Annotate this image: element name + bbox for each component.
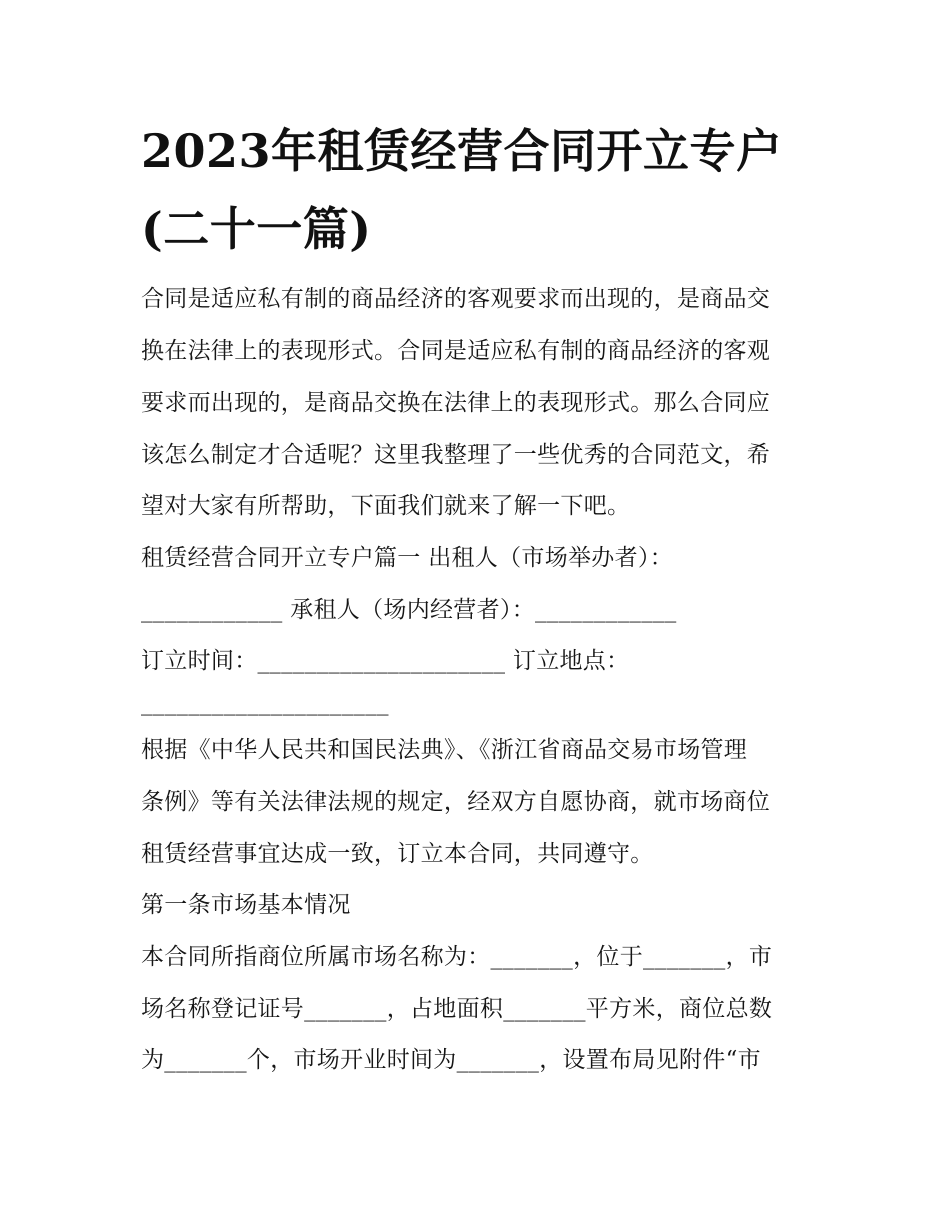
basis-line-3: 租赁经营事宜达成一致，订立本合同，共同遵守。 [141,841,654,867]
article-one-line-2: 场名称登记证号_______，占地面积_______平方米，商位总数 [141,996,773,1022]
signing-time-place-line: 订立时间：_____________________ 订立地点： [141,648,630,674]
title-line-2: (二十一篇) [141,202,372,256]
intro-line-1: 合同是适应私有制的商品经济的客观要求而出现的，是商品交 [141,286,771,312]
article-one-heading: 第一条市场基本情况 [141,892,351,918]
intro-line-4: 该怎么制定才合适呢？这里我整理了一些优秀的合同范文，希 [141,442,771,468]
document-body [141,0,821,1229]
article-one-line-1: 本合同所指商位所属市场名称为：_______，位于_______，市 [141,944,773,970]
lessee-line: ____________ 承租人（场内经营者）：____________ [141,597,677,623]
signing-place-blank-line: _____________________ [141,690,389,716]
basis-line-2: 条例》等有关法律法规的规定，经双方自愿协商，就市场商位 [141,789,771,815]
intro-line-3: 要求而出现的，是商品交换在法律上的表现形式。那么合同应 [141,390,771,416]
basis-line-1: 根据《中华人民共和国民法典》、《浙江省商品交易市场管理 [141,737,748,763]
title-line-1: 2023年租赁经营合同开立专户 [141,124,783,178]
intro-line-5: 望对大家有所帮助，下面我们就来了解一下吧。 [141,493,631,519]
intro-line-2: 换在法律上的表现形式。合同是适应私有制的商品经济的客观 [141,338,771,364]
article-one-line-3: 为_______个，市场开业时间为_______，设置布局见附件“市 [141,1047,761,1073]
lessor-line: 租赁经营合同开立专户篇一 出租人（市场举办者）： [141,545,674,571]
